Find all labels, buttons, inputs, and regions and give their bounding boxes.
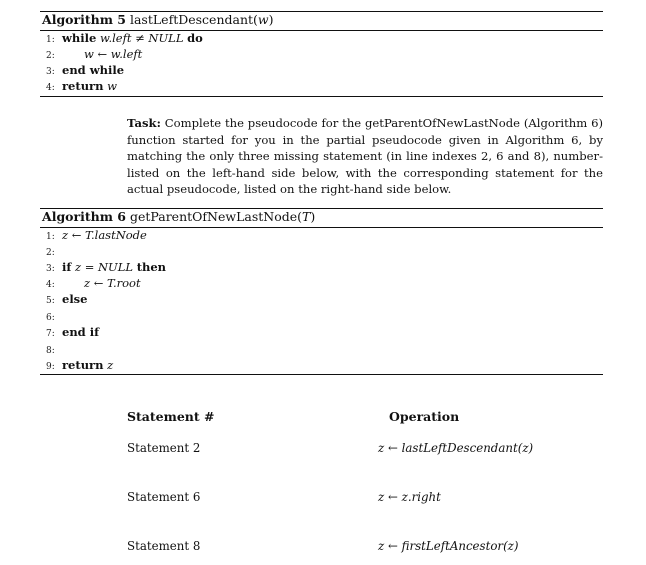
- alg6-line-8: 8:: [46, 346, 55, 356]
- operation-column-header: Operation: [389, 409, 460, 424]
- alg6-label: Algorithm 6: [42, 209, 126, 224]
- alg6-name: getParentOfNewLastNode: [129, 209, 298, 224]
- alg6-line-6: 6:: [46, 313, 55, 323]
- table-row-operation: z ← lastLeftDescendant(z): [378, 441, 534, 455]
- task-paragraph: Task: Complete the pseudocode for the getParentOfNewLastNode (Algorithm 6) function started for you in the partial pseudocode given in Algorithm 6, by matching the only three missing statement (in line indexes 2, 6 and 8), number-listed on the left-hand side below, with the corresponding statement for the actual pseudocode, listed on the right-hand side below.: [127, 116, 603, 196]
- alg5-param: w: [257, 12, 269, 27]
- table-row-operation: z ← z.right: [378, 490, 441, 504]
- alg5-line-2: 2: w ← w.left: [46, 47, 143, 61]
- alg6-line-2: 2:: [46, 248, 55, 258]
- task-text: Complete the pseudocode for the getParentOfNewLastNode (Algorithm 6) function started for you in the partial pseudocode given in Algorithm 6, by matching the only three missing statement (in line indexes 2, 6 and 8), number-listed on the left-hand side below, with the corresponding statement for the actual pseudocode, listed on the right-hand side below.: [127, 116, 603, 196]
- alg5-label: Algorithm 5: [42, 12, 126, 27]
- table-row-statement: Statement 8: [127, 539, 201, 553]
- alg6-title: Algorithm 6 getParentOfNewLastNode(T): [42, 209, 316, 224]
- alg6-line-1: 1: z ← T.lastNode: [46, 228, 147, 242]
- task-label: Task: [127, 116, 157, 130]
- alg5-title: Algorithm 5 lastLeftDescendant(w): [42, 12, 274, 27]
- alg5-name: lastLeftDescendant: [129, 12, 254, 27]
- alg6-line-7: 7: end if: [46, 325, 100, 339]
- alg5-bottom-rule: [40, 96, 603, 97]
- alg6-line-9: 9: return z: [46, 358, 114, 372]
- alg6-param: T: [302, 209, 311, 224]
- alg5-line-3: 3: end while: [46, 63, 125, 77]
- alg6-line-4: 4: z ← T.root: [46, 276, 141, 290]
- statement-column-header: Statement #: [127, 409, 215, 424]
- alg6-bottom-rule: [40, 374, 603, 375]
- alg5-line-4: 4: return w: [46, 79, 117, 93]
- table-row-statement: Statement 2: [127, 441, 201, 455]
- alg6-line-5: 5: else: [46, 292, 88, 306]
- alg5-line-1: 1: while w.left ≠ NULL do: [46, 31, 203, 45]
- alg6-line-3: 3: if z = NULL then: [46, 260, 167, 274]
- table-row-statement: Statement 6: [127, 490, 201, 504]
- table-row-operation: z ← firstLeftAncestor(z): [378, 539, 519, 553]
